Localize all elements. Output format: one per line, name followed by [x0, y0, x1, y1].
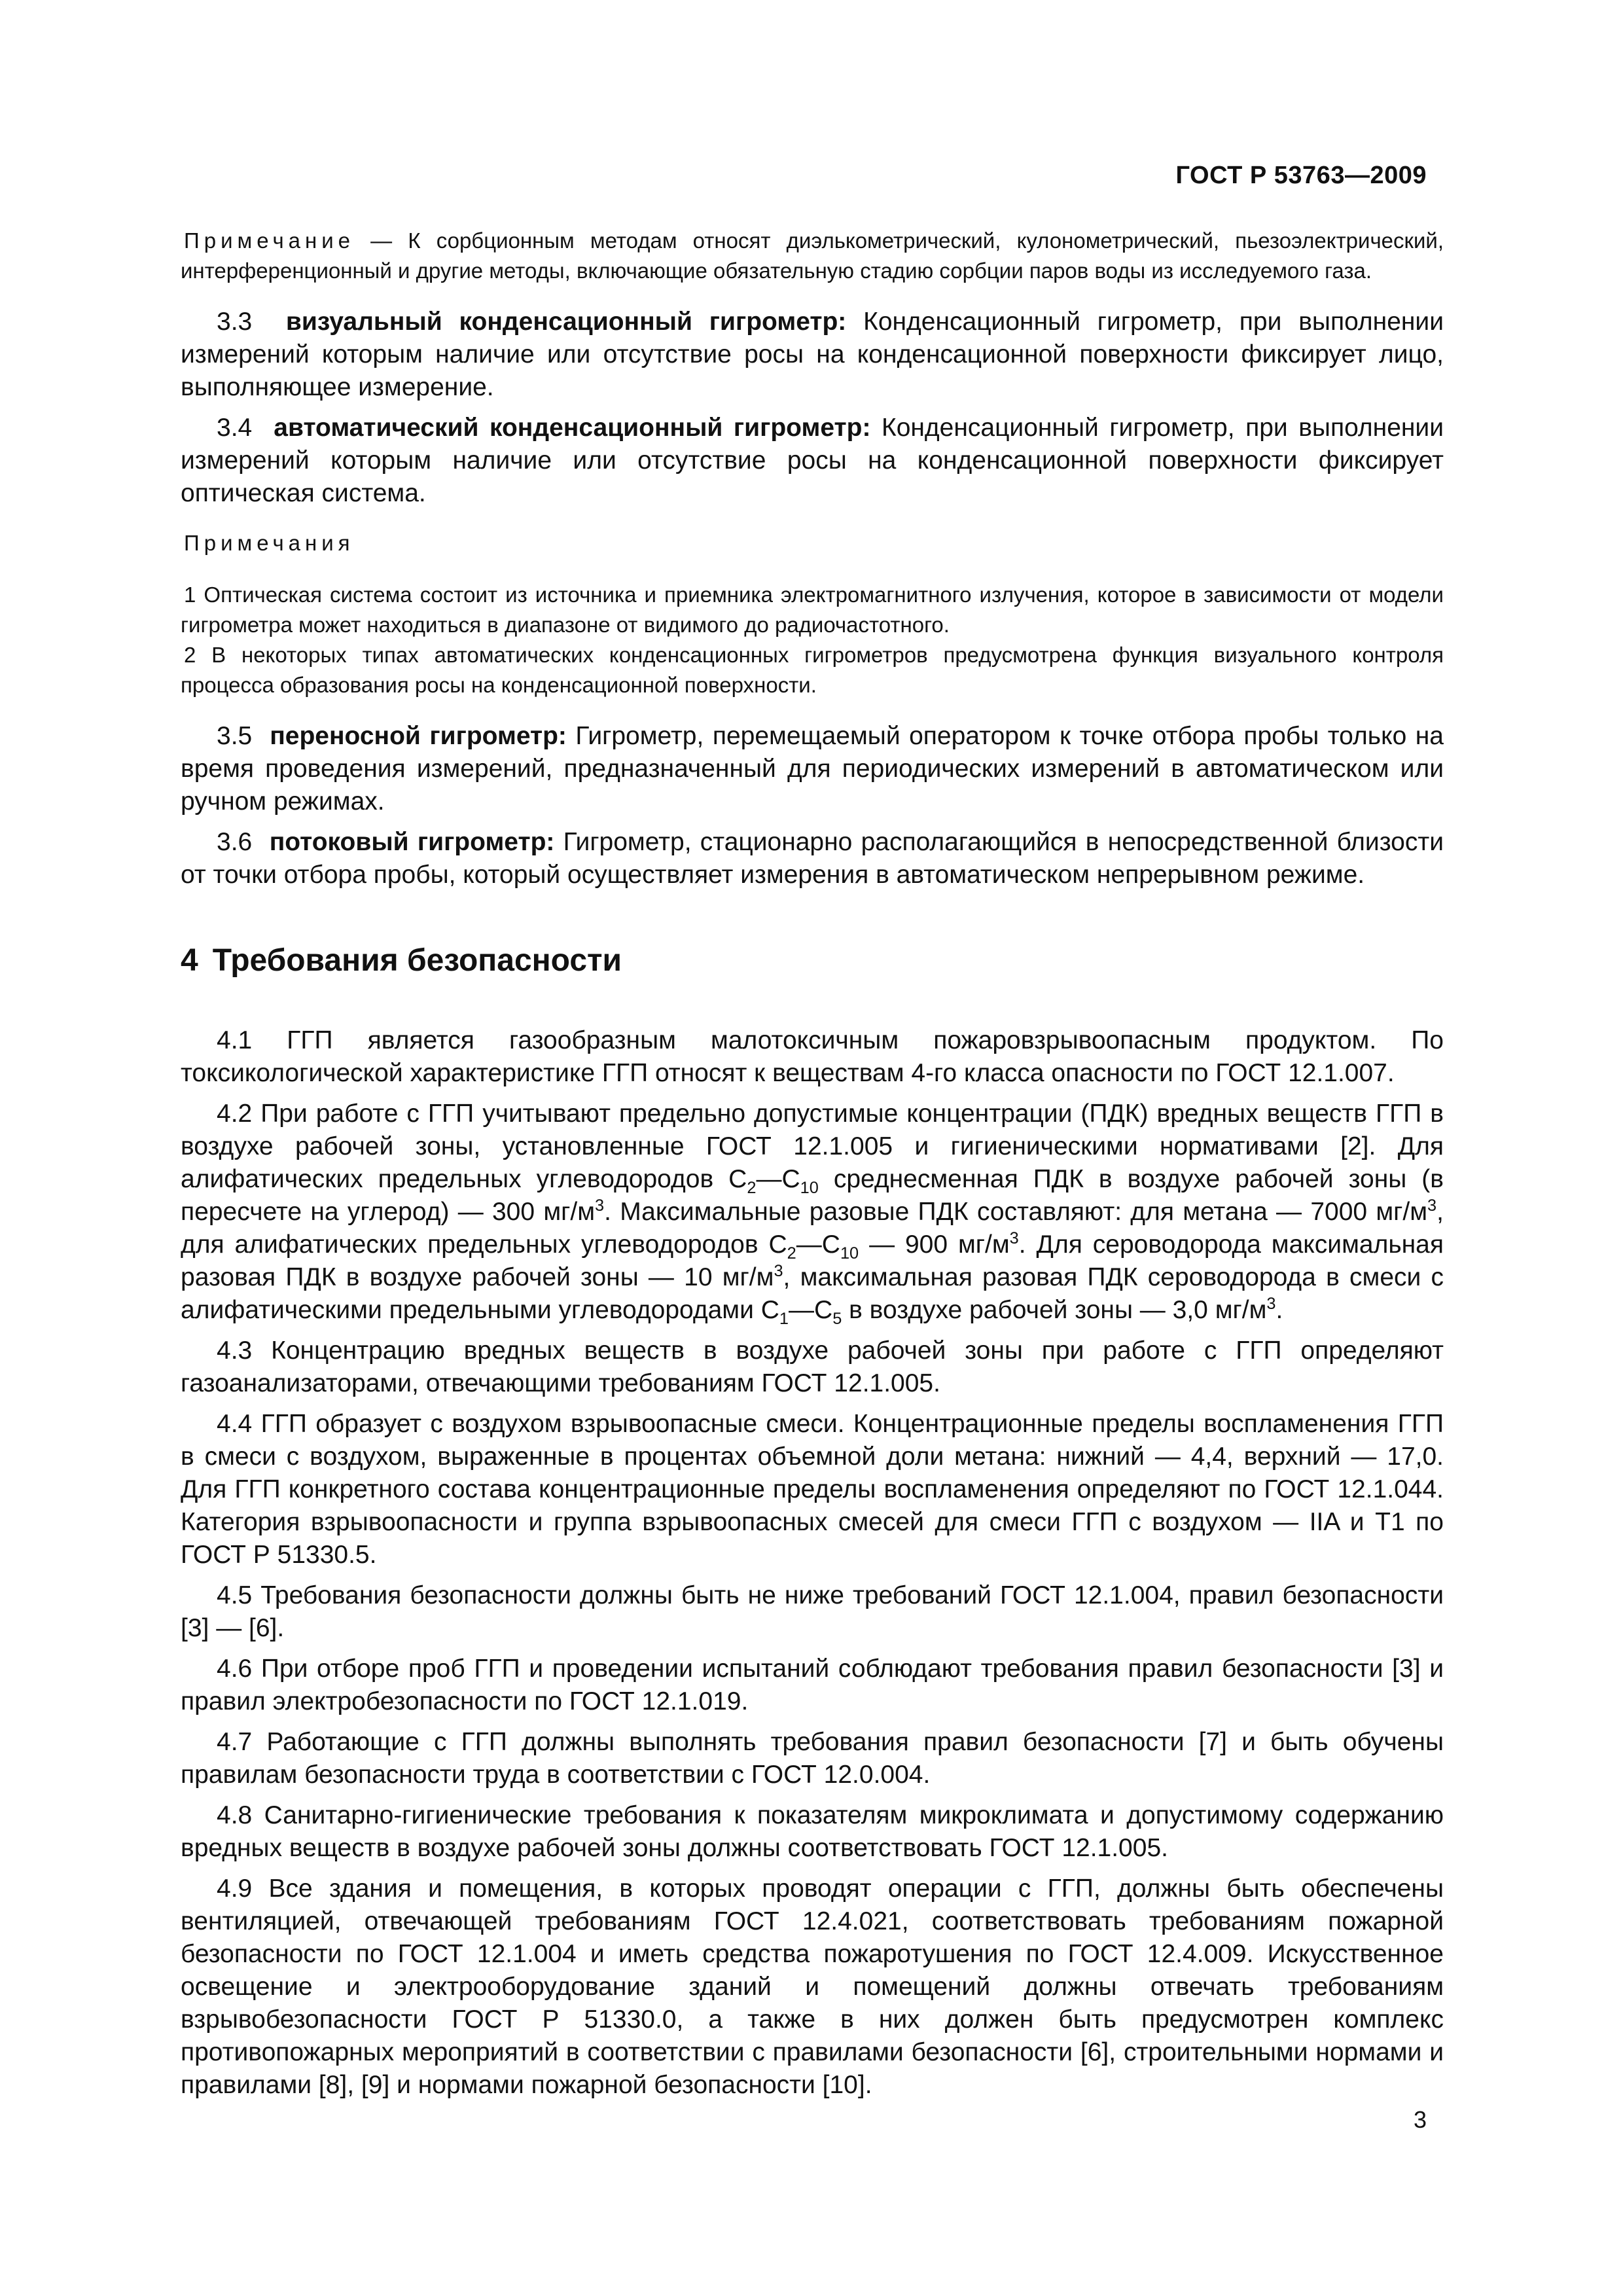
- definition-term: переносной гигрометр:: [270, 722, 567, 750]
- definition-3-3: [181, 306, 1444, 404]
- section-4-title: [181, 942, 1444, 978]
- note-line-2: 2 В некоторых типах автоматических конденсационных гигрометров предусмотрена функция визуального контроля процесса образования росы на конденсационной поверхности.: [181, 643, 1444, 697]
- definition-text: Конденсационный гигрометр, при выполнении измерений которым наличие или отсутствие росы на конденсационной поверхности фиксирует лицо, выполняющее измерение.: [181, 308, 1444, 401]
- paragraph-4-3: 4.3 Концентрацию вредных веществ в воздухе рабочей зоны при работе с ГГП определяют газоанализаторами, отвечающими требованиям ГОСТ 12.1.005.: [181, 1336, 1444, 1397]
- definition-number: 3.6: [217, 828, 253, 856]
- definition-number: 3.5: [217, 722, 253, 750]
- definition-3-4: [181, 412, 1444, 510]
- note-sorption-methods: [181, 226, 1444, 286]
- definition-term: визуальный конденсационный гигрометр:: [285, 308, 847, 336]
- definition-text: Гигрометр, стационарно располагающийся в непосредственной близости от точки отбора пробы, который осуществляет измерения в автоматическом непрерывном режиме.: [181, 828, 1444, 889]
- definition-term: автоматический конденсационный гигрометр:: [274, 414, 871, 442]
- definition-term: потоковый гигрометр:: [269, 828, 555, 856]
- section-number: 4: [181, 943, 198, 978]
- note-line-1: 1 Оптическая система состоит из источника и приемника электромагнитного излучения, которое в зависимости от модели гигрометра может находиться в диапазоне от видимого до радиочастотного.: [181, 583, 1444, 637]
- notes-heading: Примечания: [184, 531, 355, 555]
- paragraph-4-9: 4.9 Все здания и помещения, в которых проводят операции с ГГП, должны быть обеспечены вентиляцией, отвечающей требованиям ГОСТ 12.4.021, соответствовать требованиям пожарной безопасности по ГОСТ 12.1.004 и иметь средства пожаротушения по ГОСТ 12.4.009. Искусственное освещение и электрооборудование зданий и помещений должны отвечать требованиям взрывобезопасности ГОСТ Р 51330.0, а также в них должен быть предусмотрен комплекс противопожарных мероприятий в соответствии с правилами безопасности [6], строительными нормами и правилами [8], [9] и нормами пожарной безопасности [10].: [181, 1874, 1444, 2099]
- paragraph-4-1: 4.1 ГГП является газообразным малотоксичным пожаровзрывоопасным продуктом. По токсикологической характеристике ГГП относят к веществам 4-го класса опасности по ГОСТ 12.1.007.: [181, 1026, 1444, 1087]
- paragraph-4-4: 4.4 ГГП образует с воздухом взрывоопасные смеси. Концентрационные пределы воспламенения ГГП в смеси с воздухом, выраженные в процентах объемной доли метана: нижний — 4,4, верхний — 17,0. Для ГГП конкретного состава концентрационные пределы воспламенения определяют по ГОСТ 12.1.044. Категория взрывоопасности и группа взрывоопасных смесей для смеси ГГП с воздухом — IIA и Т1 по ГОСТ Р 51330.5.: [181, 1410, 1444, 1569]
- definition-number: 3.3: [217, 308, 253, 336]
- section-title-text: Требования безопасности: [212, 943, 622, 978]
- definition-text: Конденсационный гигрометр, при выполнении измерений которым наличие или отсутствие росы на конденсационной поверхности фиксирует оптическая система.: [181, 414, 1444, 507]
- paragraph-4-7: 4.7 Работающие с ГГП должны выполнять требования правил безопасности [7] и быть обучены правилам безопасности труда в соответствии с ГОСТ 12.0.004.: [181, 1728, 1444, 1789]
- page-number: 3: [1413, 2106, 1427, 2133]
- paragraph-4-5: 4.5 Требования безопасности должны быть не ниже требований ГОСТ 12.1.004, правил безопасности [3] — [6].: [181, 1581, 1444, 1642]
- page-content: [181, 226, 1444, 2109]
- document-id-header: ГОСТ Р 53763—2009: [1175, 162, 1427, 189]
- paragraph-4-8: 4.8 Санитарно-гигиенические требования к показателям микроклимата и допустимому содержанию вредных веществ в воздухе рабочей зоны должны соответствовать ГОСТ 12.1.005.: [181, 1801, 1444, 1862]
- note-label: Примечание: [184, 228, 355, 253]
- paragraph-4-6: 4.6 При отборе проб ГГП и проведении испытаний соблюдают требования правил безопасности [3] и правил электробезопасности по ГОСТ 12.1.019.: [181, 1655, 1444, 1715]
- definition-text: Гигрометр, перемещаемый оператором к точке отбора пробы только на время проведения измерений, предназначенный для периодических измерений в автоматическом или ручном режимах.: [181, 722, 1444, 816]
- notes-block: [181, 528, 1444, 700]
- definition-3-6: [181, 826, 1444, 891]
- paragraph-4-2: 4.2 При работе с ГГП учитывают предельно допустимые концентрации (ПДК) вредных веществ ГГП в воздухе рабочей зоны, установленные ГОСТ 12.1.005 и гигиеническими нормативами [2]. Для алифатических предельных углеводородов $С_2—С_{10}$ среднесменная ПДК в воздухе рабочей зоны (в пересчете на углерод) — 300 $мг/м^3$. Максимальные разовые ПДК составляют: для метана — 7000 $мг/м^3$, для алифатических предельных углеводородов $С_2—С_{10}$ — 900 $мг/м^3$. Для сероводорода максимальная разовая ПДК в воздухе рабочей зоны — 10 $мг/м^3$, максимальная разовая ПДК сероводорода в смеси с алифатическими предельными углеводородами $С_1—С_5$ в воздухе рабочей зоны — 3,0 $мг/м^3$.: [181, 1100, 1444, 1328]
- note-text: — К сорбционным методам относят диэлькометрический, кулонометрический, пьезоэлектрический, интерференционный и другие методы, включающие обязательную стадию сорбции паров воды из исследуемого газа.: [181, 228, 1444, 283]
- definition-number: 3.4: [217, 414, 253, 442]
- definition-3-5: [181, 720, 1444, 818]
